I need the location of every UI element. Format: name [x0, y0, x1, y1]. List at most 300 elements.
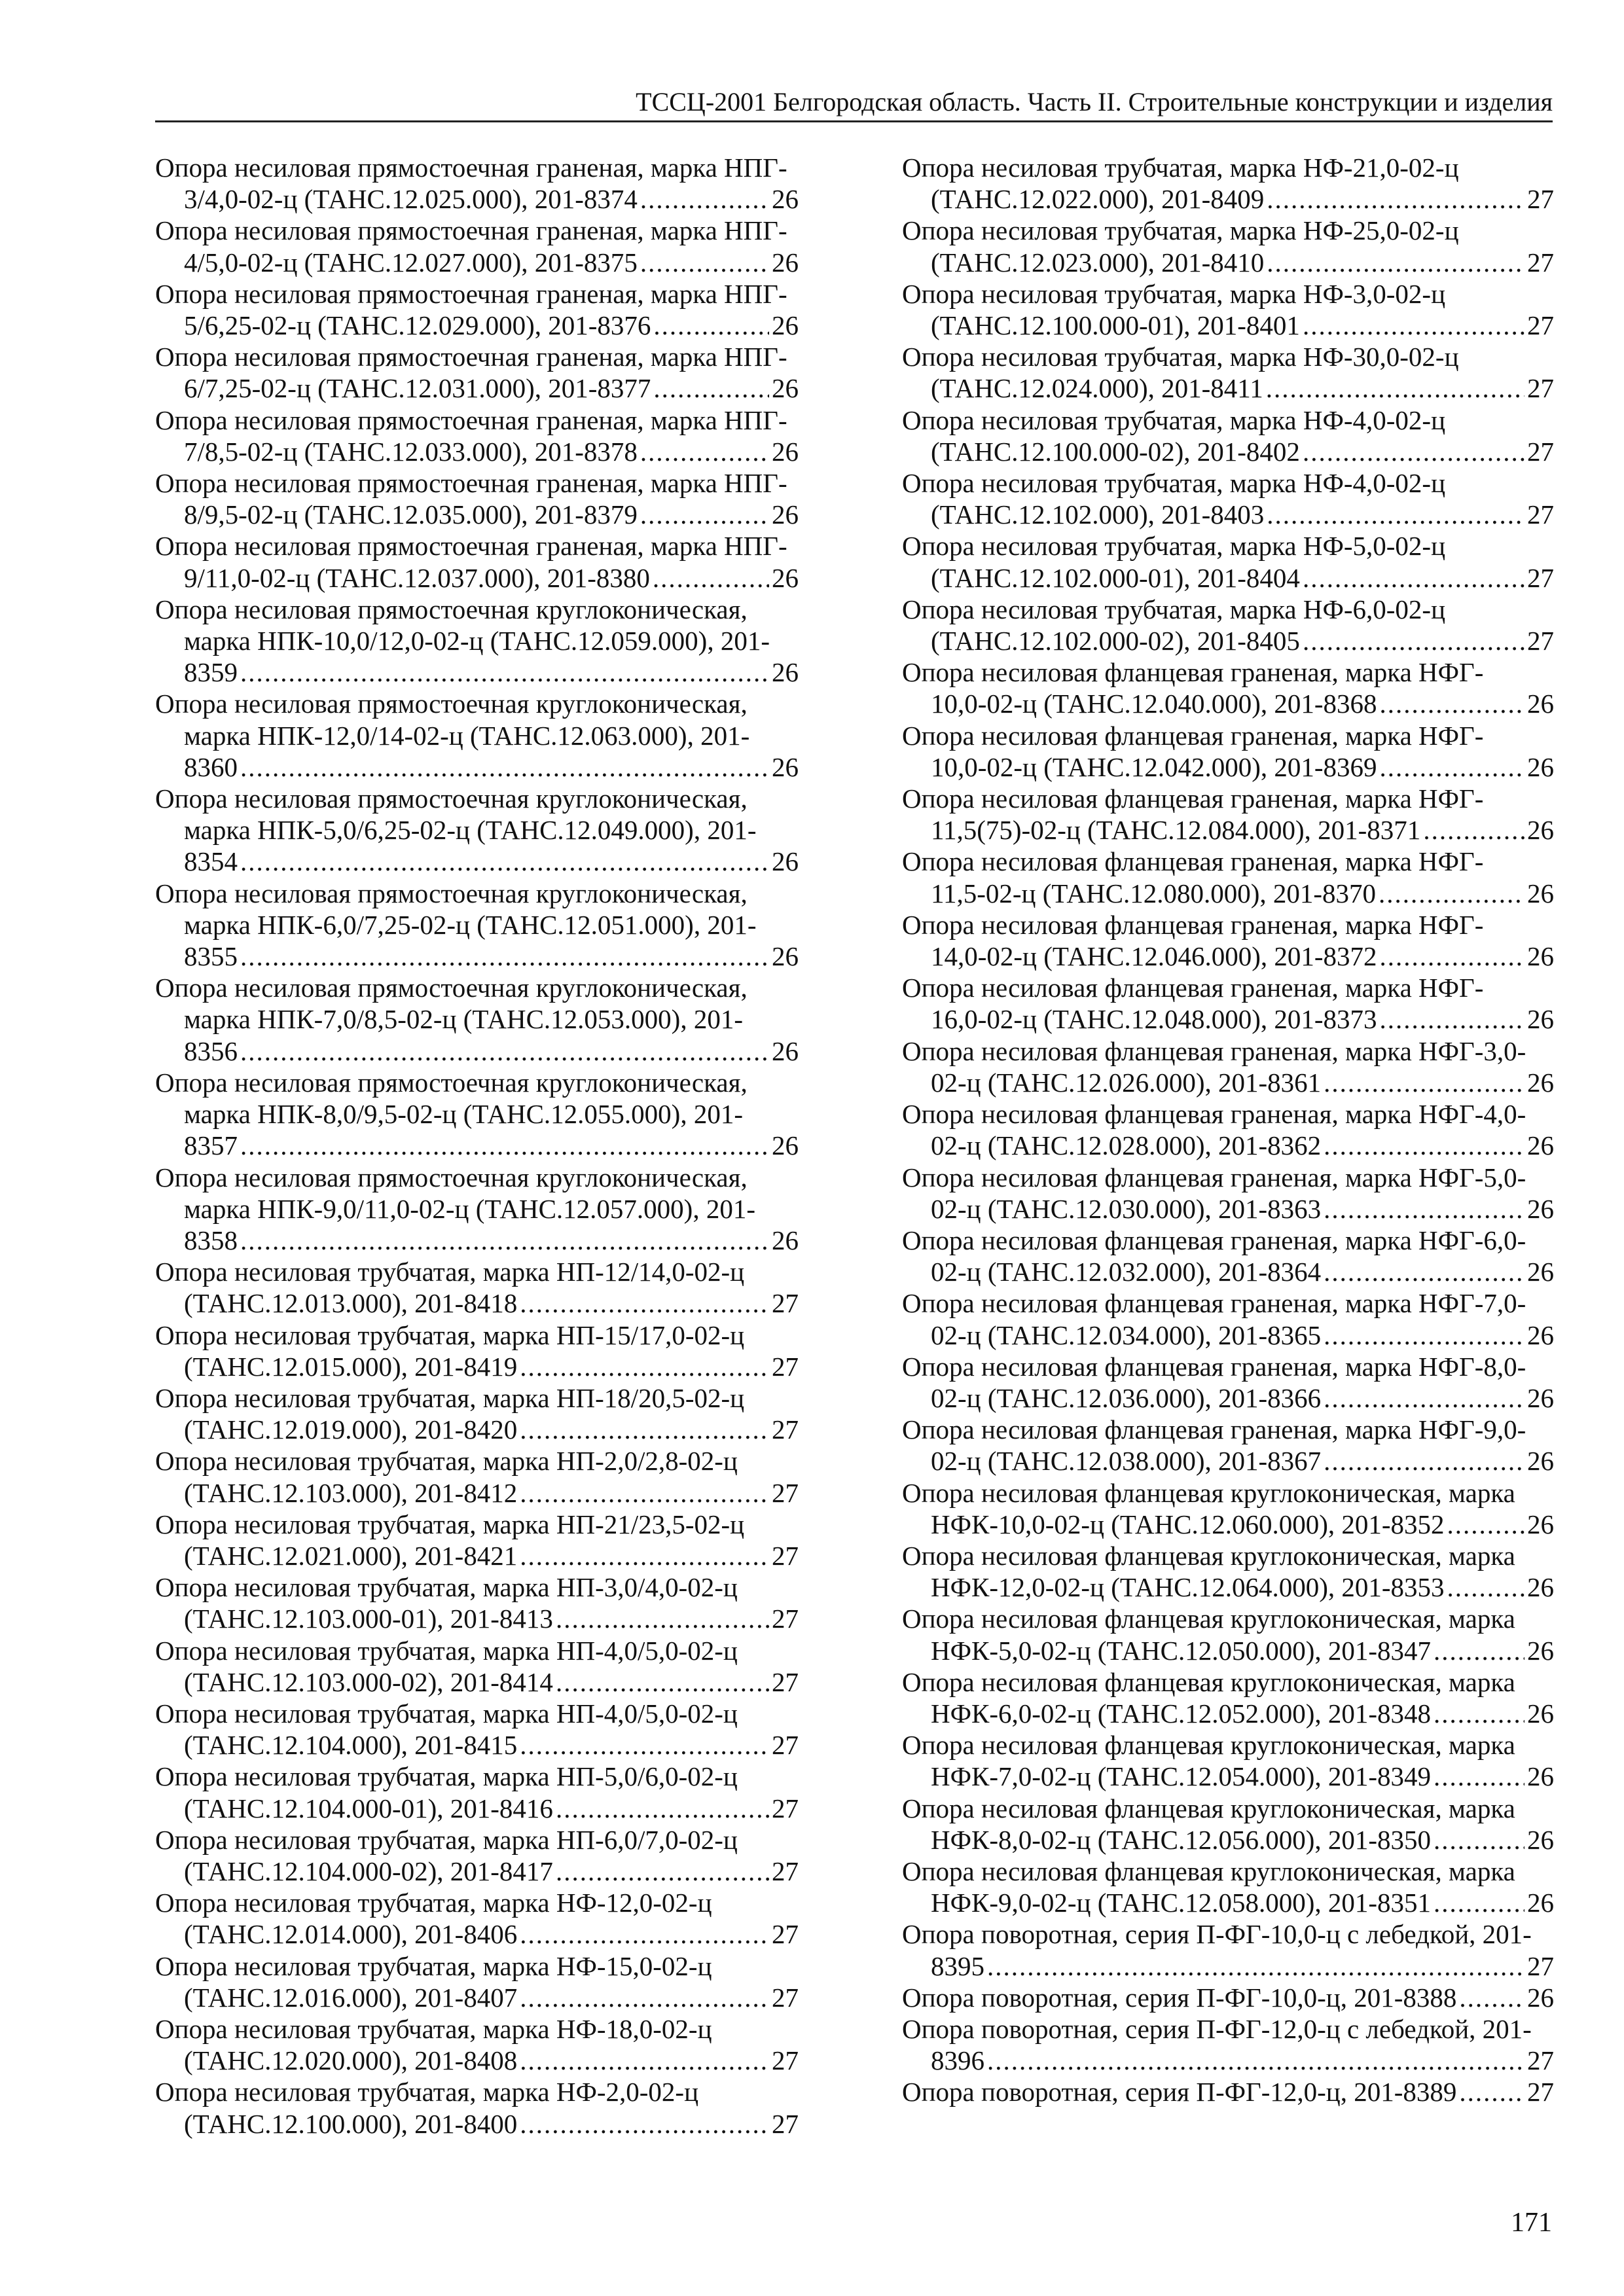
- entry-last-line: [902, 688, 1554, 719]
- entry-page-ref: 26: [1527, 1004, 1554, 1035]
- entry-last-line: [155, 1918, 799, 1950]
- entry-last-line: [902, 1635, 1554, 1666]
- entry-text: 10,0-02-ц (ТАНС.12.040.000), 201-8368: [931, 689, 1377, 719]
- entry-last-line: [902, 1003, 1554, 1035]
- entry-last-line: [902, 1382, 1554, 1414]
- entry-text: (ТАНС.12.024.000), 201-8411: [931, 373, 1263, 404]
- entry-last-line: [902, 1067, 1554, 1098]
- dot-leader: [1324, 1445, 1525, 1477]
- index-entry: [155, 1571, 799, 1634]
- index-entry: [902, 1666, 1554, 1729]
- index-entry: [902, 1729, 1554, 1792]
- dot-leader: [1423, 814, 1525, 846]
- index-entry: [155, 1445, 799, 1508]
- entry-last-line: [902, 814, 1554, 846]
- index-entry: [902, 720, 1554, 783]
- entry-last-line: [902, 1761, 1554, 1792]
- entry-last-line: [902, 2076, 1554, 2108]
- index-entry: [902, 656, 1554, 719]
- dot-leader: [1447, 1509, 1525, 1540]
- dot-leader: [1324, 1382, 1525, 1414]
- entry-text: 8360: [184, 751, 238, 782]
- dot-leader: [520, 1414, 769, 1445]
- entry-page-ref: 27: [1527, 1950, 1554, 1981]
- entry-page-ref: 27: [772, 1856, 799, 1886]
- entry-last-line: [155, 941, 799, 972]
- entry-last-line: [155, 1540, 799, 1571]
- index-entry: [902, 1162, 1554, 1225]
- dot-leader: [1380, 941, 1525, 972]
- dot-leader: [520, 1540, 769, 1571]
- entry-line: Опора несиловая трубчатая, марка НП-4,0/5,0-02-ц: [155, 1698, 738, 1729]
- entry-page-ref: 26: [1527, 1382, 1554, 1413]
- index-entry: [155, 2076, 799, 2139]
- index-entry: [902, 278, 1554, 341]
- entry-last-line: [902, 247, 1554, 278]
- entry-line: Опора несиловая трубчатая, марка НФ-2,0-02-ц: [155, 2077, 699, 2108]
- index-entry: [902, 1540, 1554, 1603]
- dot-leader: [653, 562, 769, 594]
- entry-line: Опора несиловая трубчатая, марка НП-21/23,5-02-ц: [155, 1509, 745, 1539]
- dot-leader: [987, 2045, 1525, 2076]
- entry-line: Опора несиловая фланцевая граненая, марка НФГ-5,0-: [902, 1162, 1526, 1193]
- dot-leader: [520, 1287, 769, 1319]
- index-entry: [902, 1856, 1554, 1918]
- entry-text: 11,5(75)-02-ц (ТАНС.12.084.000), 201-8371: [931, 815, 1421, 846]
- dot-leader: [1380, 1003, 1525, 1035]
- entry-last-line: [902, 310, 1554, 341]
- entry-last-line: [155, 1856, 799, 1887]
- entry-last-line: [155, 656, 799, 688]
- entry-text: 8356: [184, 1035, 238, 1066]
- entry-text: 3/4,0-02-ц (ТАНС.12.025.000), 201-8374: [184, 184, 638, 215]
- index-entry: [902, 1098, 1554, 1161]
- entry-page-ref: 27: [1527, 2077, 1554, 2108]
- entry-line: Опора поворотная, серия П-ФГ-12,0-ц с лебедкой, 201-: [902, 2013, 1532, 2044]
- entry-text: 9/11,0-02-ц (ТАНС.12.037.000), 201-8380: [184, 562, 650, 593]
- entry-line: Опора несиловая фланцевая граненая, марка НФГ-8,0-: [902, 1351, 1526, 1382]
- entry-last-line: [155, 751, 799, 783]
- index-entry: [155, 783, 799, 878]
- entry-text: 02-ц (ТАНС.12.030.000), 201-8363: [931, 1193, 1322, 1224]
- entry-text: 10,0-02-ц (ТАНС.12.042.000), 201-8369: [931, 751, 1377, 782]
- dot-leader: [1459, 2076, 1525, 2108]
- entry-last-line: [155, 2108, 799, 2140]
- entry-last-line: [902, 436, 1554, 467]
- dot-leader: [1324, 1256, 1525, 1287]
- index-entry: [902, 1035, 1554, 1098]
- entry-last-line: [155, 436, 799, 467]
- dot-leader: [1267, 247, 1525, 278]
- entry-text: 8357: [184, 1130, 238, 1161]
- entry-page-ref: 27: [1527, 436, 1554, 467]
- entry-text: (ТАНС.12.022.000), 201-8409: [931, 184, 1265, 215]
- index-entry: [902, 783, 1554, 846]
- dot-leader: [520, 1477, 769, 1509]
- entry-line: Опора несиловая фланцевая граненая, марка НФГ-: [902, 720, 1484, 751]
- entry-line: Опора несиловая фланцевая граненая, марка НФГ-: [902, 657, 1484, 688]
- entry-line: марка НПК-7,0/8,5-02-ц (ТАНС.12.053.000), 201-: [184, 1004, 743, 1035]
- entry-text: (ТАНС.12.104.000-02), 201-8417: [184, 1856, 553, 1886]
- dot-leader: [1303, 310, 1525, 341]
- entry-line: Опора несиловая фланцевая круглоконическая, марка: [902, 1793, 1515, 1823]
- entry-page-ref: 26: [1527, 815, 1554, 846]
- dot-leader: [653, 372, 769, 404]
- index-entry: [902, 1918, 1554, 1981]
- entry-text: (ТАНС.12.023.000), 201-8410: [931, 247, 1265, 278]
- dot-leader: [653, 310, 769, 341]
- entry-last-line: [902, 941, 1554, 972]
- entry-last-line: [155, 1477, 799, 1509]
- entry-last-line: [155, 2045, 799, 2076]
- entry-line: Опора несиловая трубчатая, марка НФ-30,0-02-ц: [902, 342, 1459, 372]
- entry-line: Опора несиловая трубчатая, марка НФ-5,0-02-ц: [902, 531, 1446, 562]
- index-entry: [902, 1477, 1554, 1540]
- index-entry: [155, 152, 799, 215]
- dot-leader: [1380, 751, 1525, 783]
- entry-text: 4/5,0-02-ц (ТАНС.12.027.000), 201-8375: [184, 247, 638, 278]
- entry-page-ref: 26: [772, 751, 799, 782]
- entry-text: 8354: [184, 846, 238, 877]
- entry-last-line: [902, 1950, 1554, 1982]
- dot-leader: [240, 751, 769, 783]
- entry-page-ref: 26: [772, 1130, 799, 1161]
- dot-leader: [556, 1856, 769, 1887]
- entry-last-line: [155, 1666, 799, 1698]
- entry-page-ref: 26: [1527, 1824, 1554, 1855]
- entry-line: Опора несиловая прямостоечная круглоконическая,: [155, 1067, 748, 1098]
- entry-line: Опора несиловая фланцевая круглоконическая, марка: [902, 1730, 1515, 1761]
- index-entry: [902, 594, 1554, 656]
- index-entry: [155, 1382, 799, 1445]
- entry-page-ref: 26: [772, 436, 799, 467]
- page-number: 171: [1511, 2208, 1552, 2238]
- index-entry: [902, 1414, 1554, 1477]
- entry-last-line: [155, 1603, 799, 1634]
- index-entry: [902, 152, 1554, 215]
- dot-leader: [640, 247, 769, 278]
- entry-line: Опора несиловая фланцевая круглоконическая, марка: [902, 1540, 1515, 1571]
- index-entry: [155, 688, 799, 783]
- entry-last-line: [902, 372, 1554, 404]
- entry-text: (ТАНС.12.103.000), 201-8412: [184, 1477, 518, 1508]
- entry-text: (ТАНС.12.104.000), 201-8415: [184, 1730, 518, 1761]
- entry-line: Опора несиловая фланцевая круглоконическая, марка: [902, 1477, 1515, 1508]
- index-entry: [155, 1509, 799, 1571]
- entry-line: Опора несиловая фланцевая круглоконическая, марка: [902, 1856, 1515, 1886]
- index-entry: [155, 972, 799, 1067]
- entry-text: (ТАНС.12.100.000-01), 201-8401: [931, 310, 1300, 341]
- entry-page-ref: 26: [1527, 1130, 1554, 1161]
- entry-page-ref: 27: [1527, 499, 1554, 530]
- entry-text: 02-ц (ТАНС.12.026.000), 201-8361: [931, 1067, 1322, 1098]
- index-entry: [155, 215, 799, 278]
- entry-last-line: [155, 1982, 799, 2013]
- entry-line: Опора несиловая прямостоечная круглоконическая,: [155, 594, 748, 624]
- entry-line: Опора несиловая прямостоечная граненая, марка НПГ-: [155, 278, 787, 309]
- dot-leader: [1266, 372, 1525, 404]
- entry-line: Опора несиловая фланцевая граненая, марка НФГ-: [902, 909, 1484, 940]
- entry-last-line: [902, 1509, 1554, 1540]
- index-entry: [902, 1603, 1554, 1666]
- entry-page-ref: 26: [1527, 689, 1554, 719]
- entry-page-ref: 26: [1527, 1193, 1554, 1224]
- entry-page-ref: 26: [772, 184, 799, 215]
- entry-last-line: [155, 1035, 799, 1067]
- index-entry: [902, 1351, 1554, 1414]
- entry-page-ref: 27: [772, 1414, 799, 1445]
- entry-line: марка НПК-12,0/14-02-ц (ТАНС.12.063.000), 201-: [184, 720, 750, 751]
- dot-leader: [1379, 878, 1525, 909]
- entry-last-line: [902, 1698, 1554, 1729]
- entry-line: Опора несиловая прямостоечная круглоконическая,: [155, 783, 748, 814]
- entry-text: (ТАНС.12.100.000-02), 201-8402: [931, 436, 1300, 467]
- entry-last-line: [155, 1414, 799, 1445]
- index-entry: [902, 972, 1554, 1035]
- entry-text: (ТАНС.12.103.000-02), 201-8414: [184, 1666, 553, 1697]
- entry-text: 6/7,25-02-ц (ТАНС.12.031.000), 201-8377: [184, 373, 651, 404]
- entry-page-ref: 26: [1527, 1698, 1554, 1729]
- entry-page-ref: 26: [1527, 941, 1554, 972]
- dot-leader: [1434, 1887, 1525, 1918]
- index-entry: [155, 1761, 799, 1823]
- entry-page-ref: 26: [1527, 1761, 1554, 1792]
- entry-text: НФК-12,0-02-ц (ТАНС.12.064.000), 201-8353: [931, 1572, 1445, 1603]
- index-entry: [155, 1256, 799, 1319]
- entry-text: (ТАНС.12.014.000), 201-8406: [184, 1919, 518, 1950]
- entry-line: Опора несиловая трубчатая, марка НП-15/17,0-02-ц: [155, 1319, 745, 1350]
- entry-last-line: [155, 1351, 799, 1382]
- dot-leader: [520, 2045, 769, 2076]
- dot-leader: [1303, 436, 1525, 467]
- entry-last-line: [155, 846, 799, 877]
- entry-text: 14,0-02-ц (ТАНС.12.046.000), 201-8372: [931, 941, 1377, 972]
- index-entry: [155, 1319, 799, 1382]
- entry-line: марка НПК-5,0/6,25-02-ц (ТАНС.12.049.000), 201-: [184, 815, 757, 846]
- index-entry: [155, 1887, 799, 1950]
- entry-page-ref: 26: [1527, 1982, 1554, 2013]
- entry-last-line: [902, 183, 1554, 215]
- dot-leader: [1434, 1761, 1525, 1792]
- dot-leader: [240, 1035, 769, 1067]
- entry-line: Опора несиловая трубчатая, марка НФ-18,0-02-ц: [155, 2013, 712, 2044]
- entry-last-line: [902, 1571, 1554, 1603]
- dot-leader: [640, 499, 769, 530]
- dot-leader: [1434, 1635, 1525, 1666]
- index-entry: [155, 1950, 799, 2013]
- entry-line: Опора поворотная, серия П-ФГ-10,0-ц с лебедкой, 201-: [902, 1919, 1532, 1950]
- entry-line: Опора несиловая фланцевая граненая, марка НФГ-6,0-: [902, 1225, 1526, 1255]
- entry-line: Опора несиловая трубчатая, марка НФ-4,0-02-ц: [902, 404, 1446, 435]
- index-entry: [902, 341, 1554, 404]
- index-entry: [155, 530, 799, 593]
- index-column-right: [902, 152, 1554, 2108]
- entry-page-ref: 27: [772, 1919, 799, 1950]
- entry-line: марка НПК-6,0/7,25-02-ц (ТАНС.12.051.000), 201-: [184, 909, 757, 940]
- entry-text: 02-ц (ТАНС.12.034.000), 201-8365: [931, 1319, 1322, 1350]
- entry-last-line: [902, 562, 1554, 594]
- entry-page-ref: 26: [772, 310, 799, 341]
- entry-text: (ТАНС.12.100.000), 201-8400: [184, 2108, 518, 2139]
- entry-last-line: [902, 1887, 1554, 1918]
- entry-last-line: [155, 1287, 799, 1319]
- entry-page-ref: 27: [772, 1477, 799, 1508]
- entry-line: Опора несиловая прямостоечная граненая, марка НПГ-: [155, 531, 787, 562]
- entry-page-ref: 27: [1527, 562, 1554, 593]
- dot-leader: [520, 1982, 769, 2013]
- entry-page-ref: 27: [772, 1982, 799, 2013]
- entry-line: Опора несиловая фланцевая граненая, марка НФГ-: [902, 973, 1484, 1003]
- entry-text: (ТАНС.12.019.000), 201-8420: [184, 1414, 518, 1445]
- index-entry: [902, 2076, 1554, 2108]
- entry-last-line: [155, 562, 799, 594]
- index-entry: [155, 2013, 799, 2076]
- entry-last-line: [155, 1130, 799, 1161]
- entry-text: НФК-10,0-02-ц (ТАНС.12.060.000), 201-8352: [931, 1509, 1445, 1539]
- index-entry: [155, 878, 799, 973]
- dot-leader: [556, 1603, 769, 1634]
- entry-last-line: [155, 1225, 799, 1256]
- entry-last-line: [155, 247, 799, 278]
- index-entry: [902, 2013, 1554, 2076]
- entry-line: марка НПК-9,0/11,0-02-ц (ТАНС.12.057.000), 201-: [184, 1193, 755, 1224]
- entry-page-ref: 26: [772, 373, 799, 404]
- entry-last-line: [902, 1319, 1554, 1351]
- dot-leader: [1267, 499, 1525, 530]
- index-entry: [155, 1067, 799, 1162]
- entry-text: НФК-5,0-02-ц (ТАНС.12.050.000), 201-8347: [931, 1635, 1432, 1666]
- entry-text: (ТАНС.12.013.000), 201-8418: [184, 1288, 518, 1319]
- entry-line: Опора несиловая трубчатая, марка НФ-6,0-02-ц: [902, 594, 1446, 624]
- dot-leader: [1303, 562, 1525, 594]
- entry-page-ref: 26: [1527, 1635, 1554, 1666]
- dot-leader: [1447, 1571, 1525, 1603]
- entry-text: 8395: [931, 1950, 984, 1981]
- entry-page-ref: 26: [1527, 751, 1554, 782]
- index-entry: [155, 1824, 799, 1887]
- index-entry: [902, 404, 1554, 467]
- index-column-left: [155, 152, 799, 2140]
- entry-text: (ТАНС.12.016.000), 201-8407: [184, 1982, 518, 2013]
- dot-leader: [520, 1918, 769, 1950]
- dot-leader: [1434, 1824, 1525, 1856]
- entry-text: (ТАНС.12.104.000-01), 201-8416: [184, 1793, 553, 1823]
- entry-line: Опора несиловая трубчатая, марка НФ-25,0-02-ц: [902, 215, 1459, 246]
- entry-last-line: [155, 499, 799, 530]
- entry-page-ref: 27: [1527, 247, 1554, 278]
- entry-text: НФК-7,0-02-ц (ТАНС.12.054.000), 201-8349: [931, 1761, 1432, 1792]
- index-entry: [155, 1635, 799, 1698]
- entry-page-ref: 27: [1527, 2045, 1554, 2076]
- entry-last-line: [902, 1256, 1554, 1287]
- index-entry: [902, 846, 1554, 908]
- dot-leader: [1459, 1982, 1525, 2013]
- entry-last-line: [155, 372, 799, 404]
- entry-text: 02-ц (ТАНС.12.028.000), 201-8362: [931, 1130, 1322, 1161]
- entry-page-ref: 27: [772, 2045, 799, 2076]
- dot-leader: [1324, 1130, 1525, 1161]
- entry-last-line: [155, 1729, 799, 1761]
- entry-last-line: [155, 183, 799, 215]
- entry-line: Опора несиловая прямостоечная граненая, марка НПГ-: [155, 215, 787, 246]
- entry-page-ref: 26: [772, 1035, 799, 1066]
- entry-page-ref: 26: [1527, 1509, 1554, 1539]
- entry-line: Опора несиловая прямостоечная круглоконическая,: [155, 878, 748, 908]
- dot-leader: [640, 183, 769, 215]
- index-entry: [902, 467, 1554, 530]
- entry-line: Опора несиловая прямостоечная граненая, марка НПГ-: [155, 342, 787, 372]
- entry-last-line: [902, 1445, 1554, 1477]
- entry-line: Опора несиловая прямостоечная граненая, марка НПГ-: [155, 152, 787, 183]
- entry-last-line: [902, 1193, 1554, 1225]
- entry-last-line: [902, 1982, 1554, 2013]
- entry-line: Опора несиловая трубчатая, марка НП-2,0/2,8-02-ц: [155, 1446, 738, 1477]
- entry-text: Опора поворотная, серия П-ФГ-10,0-ц, 201-8388: [902, 1982, 1457, 2013]
- entry-page-ref: 27: [1527, 310, 1554, 341]
- dot-leader: [520, 1729, 769, 1761]
- entry-text: 8359: [184, 657, 238, 688]
- dot-leader: [1267, 183, 1525, 215]
- entry-text: (ТАНС.12.102.000-01), 201-8404: [931, 562, 1300, 593]
- entry-page-ref: 26: [772, 657, 799, 688]
- dot-leader: [520, 2108, 769, 2140]
- entry-line: Опора несиловая трубчатая, марка НП-12/14,0-02-ц: [155, 1257, 745, 1287]
- entry-line: марка НПК-8,0/9,5-02-ц (ТАНС.12.055.000), 201-: [184, 1099, 743, 1130]
- entry-page-ref: 27: [772, 1288, 799, 1319]
- entry-last-line: [155, 1793, 799, 1824]
- entry-line: Опора несиловая фланцевая граненая, марка НФГ-: [902, 783, 1484, 814]
- dot-leader: [1380, 688, 1525, 719]
- entry-text: 02-ц (ТАНС.12.032.000), 201-8364: [931, 1257, 1322, 1287]
- entry-text: 8355: [184, 941, 238, 972]
- entry-text: НФК-8,0-02-ц (ТАНС.12.056.000), 201-8350: [931, 1824, 1432, 1855]
- entry-page-ref: 27: [772, 2108, 799, 2139]
- entry-line: Опора несиловая прямостоечная граненая, марка НПГ-: [155, 468, 787, 499]
- dot-leader: [520, 1351, 769, 1382]
- entry-line: Опора несиловая прямостоечная круглоконическая,: [155, 973, 748, 1003]
- index-entry: [155, 467, 799, 530]
- entry-line: Опора несиловая трубчатая, марка НП-4,0/5,0-02-ц: [155, 1635, 738, 1666]
- dot-leader: [1324, 1319, 1525, 1351]
- entry-text: 02-ц (ТАНС.12.038.000), 201-8367: [931, 1446, 1322, 1477]
- entry-text: 5/6,25-02-ц (ТАНС.12.029.000), 201-8376: [184, 310, 651, 341]
- entry-page-ref: 26: [772, 247, 799, 278]
- dot-leader: [1324, 1193, 1525, 1225]
- index-entry: [155, 341, 799, 404]
- entry-page-ref: 26: [1527, 1446, 1554, 1477]
- entry-line: Опора несиловая фланцевая круглоконическая, марка: [902, 1666, 1515, 1697]
- entry-text: 8/9,5-02-ц (ТАНС.12.035.000), 201-8379: [184, 499, 638, 530]
- entry-text: (ТАНС.12.020.000), 201-8408: [184, 2045, 518, 2076]
- entry-page-ref: 27: [772, 1666, 799, 1697]
- entry-line: Опора несиловая прямостоечная круглоконическая,: [155, 1162, 748, 1193]
- dot-leader: [240, 941, 769, 972]
- dot-leader: [1434, 1698, 1525, 1729]
- dot-leader: [1303, 625, 1525, 656]
- index-entry: [155, 594, 799, 689]
- entry-line: Опора несиловая трубчатая, марка НП-5,0/6,0-02-ц: [155, 1761, 738, 1792]
- index-entry: [902, 215, 1554, 278]
- entry-page-ref: 27: [1527, 184, 1554, 215]
- entry-last-line: [902, 625, 1554, 656]
- entry-page-ref: 26: [772, 846, 799, 877]
- entry-line: Опора несиловая фланцевая круглоконическая, марка: [902, 1604, 1515, 1634]
- entry-page-ref: 26: [1527, 1572, 1554, 1603]
- index-entry: [155, 1162, 799, 1257]
- entry-text: 16,0-02-ц (ТАНС.12.048.000), 201-8373: [931, 1004, 1377, 1035]
- dot-leader: [987, 1950, 1525, 1982]
- dot-leader: [556, 1793, 769, 1824]
